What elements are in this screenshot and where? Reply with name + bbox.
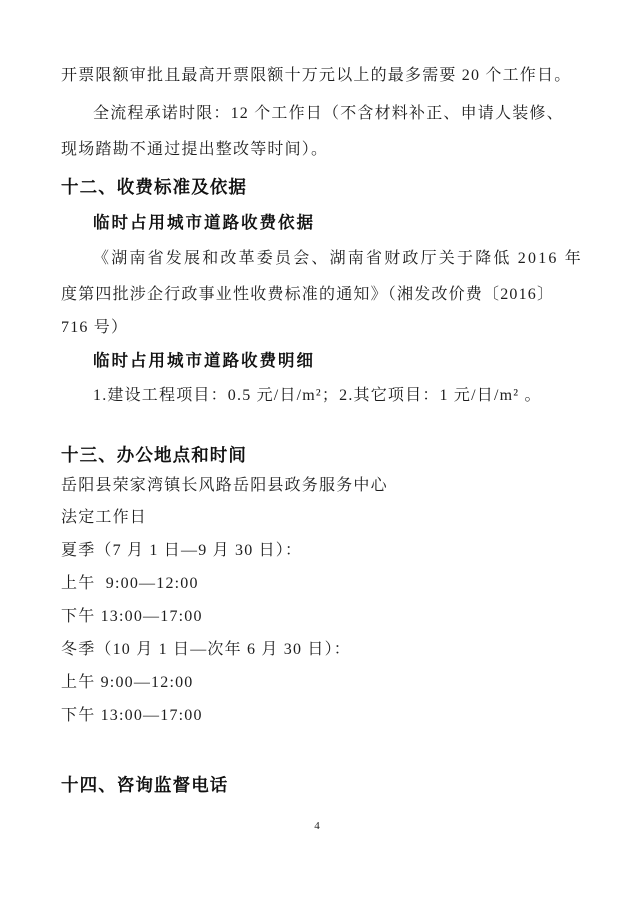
section14-heading: 十四、咨询监督电话 bbox=[61, 775, 229, 795]
intro-line-3: 现场踏勘不通过提出整改等时间）。 bbox=[61, 141, 329, 158]
fee-basis-subheading: 临时占用城市道路收费依据 bbox=[93, 213, 315, 232]
fee-basis-line-3: 716 号） bbox=[61, 319, 129, 336]
fee-detail-line: 1.建设工程项目：0.5 元/日/m²；2.其它项目：1 元/日/m² 。 bbox=[93, 387, 542, 404]
section13-heading: 十三、办公地点和时间 bbox=[61, 445, 247, 465]
page-number: 4 bbox=[314, 820, 320, 832]
summer-pm-line: 下午 13:00—17:00 bbox=[61, 608, 203, 625]
fee-basis-line-1: 《湖南省发展和改革委员会、湖南省财政厅关于降低 2016 年 bbox=[93, 250, 584, 267]
fee-detail-subheading: 临时占用城市道路收费明细 bbox=[93, 351, 315, 370]
intro-line-1: 开票限额审批且最高开票限额十万元以上的最多需要 20 个工作日。 bbox=[61, 67, 572, 84]
fee-basis-line-2: 度第四批涉企行政事业性收费标准的通知》（湘发改价费〔2016〕 bbox=[61, 286, 555, 303]
summer-am-line: 上午 9:00—12:00 bbox=[61, 575, 199, 592]
winter-pm-line: 下午 13:00—17:00 bbox=[61, 707, 203, 724]
workdays-line: 法定工作日 bbox=[61, 509, 148, 526]
summer-schedule-line: 夏季（7 月 1 日—9 月 30 日）： bbox=[61, 542, 303, 559]
winter-am-line: 上午 9:00—12:00 bbox=[61, 674, 194, 691]
winter-schedule-line: 冬季（10 月 1 日—次年 6 月 30 日）： bbox=[61, 641, 352, 658]
office-address-line: 岳阳县荣家湾镇长风路岳阳县政务服务中心 bbox=[61, 477, 388, 494]
section12-heading: 十二、收费标准及依据 bbox=[61, 177, 247, 197]
intro-line-2: 全流程承诺时限：12 个工作日（不含材料补正、申请人装修、 bbox=[93, 105, 564, 122]
